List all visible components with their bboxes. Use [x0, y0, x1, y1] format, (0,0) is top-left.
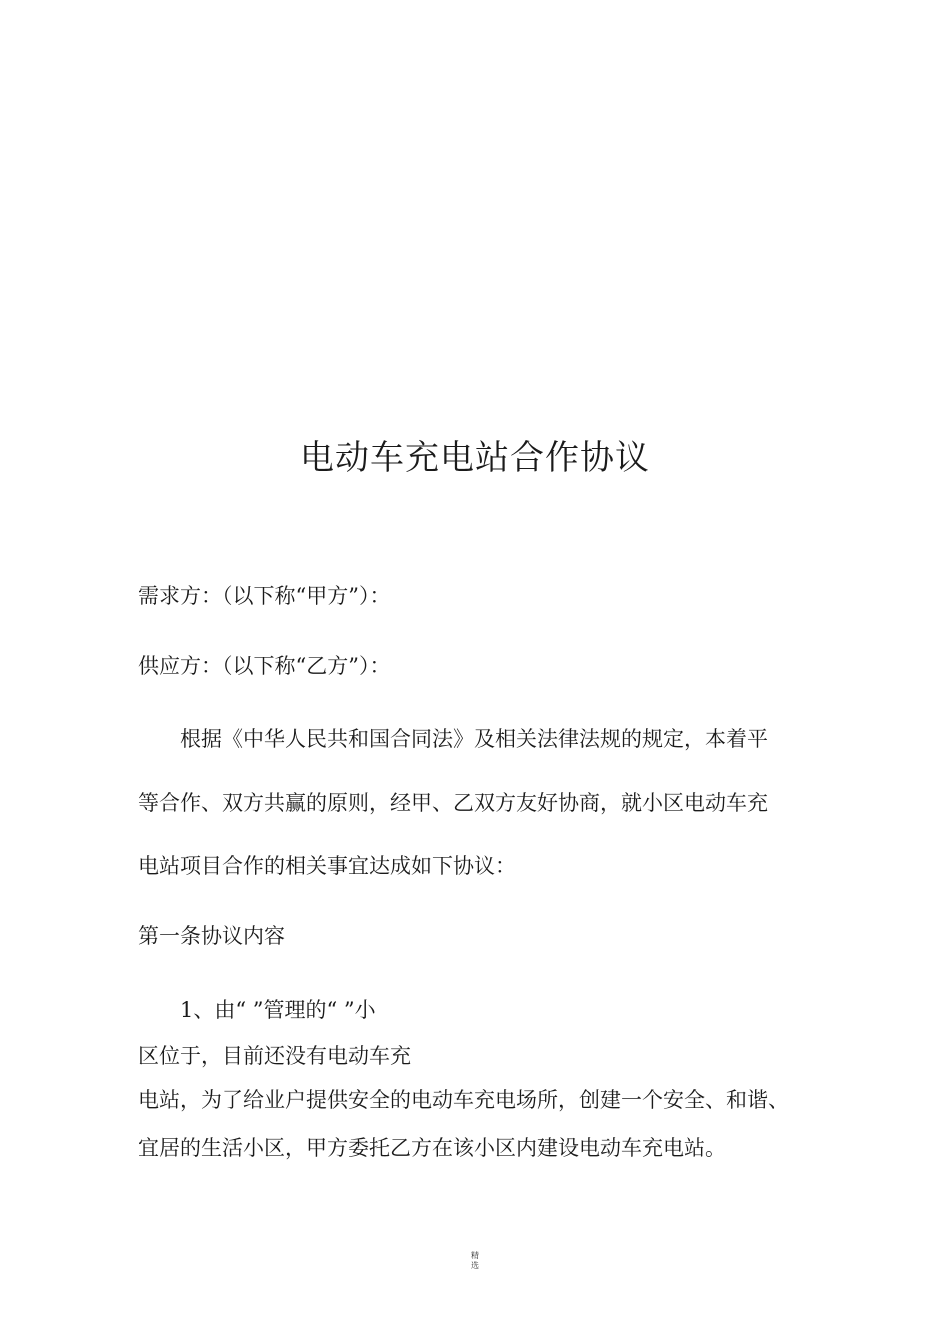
document-title: 电动车充电站合作协议 [300, 438, 650, 478]
footer-mark-2: 选 [471, 1261, 479, 1270]
preamble-line-2: 等合作、双方共赢的原则，经甲、乙双方友好协商，就小区电动车充 [138, 791, 768, 815]
party-a-line: 需求方：（以下称“甲方”）： [138, 584, 391, 608]
article1-heading: 第一条协议内容 [138, 924, 285, 948]
footer-mark-1: 精 [471, 1251, 479, 1260]
preamble-line-1: 根据《中华人民共和国合同法》及相关法律法规的规定，本着平 [180, 727, 768, 751]
item1-line-1: 1、由“ ”管理的“ ”小 [180, 998, 376, 1022]
item1-line-3: 电站，为了给业户提供安全的电动车充电场所，创建一个安全、和谐、 [138, 1088, 789, 1112]
party-b-line: 供应方：（以下称“乙方”）： [138, 654, 391, 678]
item1-line-2: 区位于，目前还没有电动车充 [138, 1044, 411, 1068]
item1-line-4: 宜居的生活小区，甲方委托乙方在该小区内建设电动车充电站。 [138, 1136, 726, 1160]
preamble-line-3: 电站项目合作的相关事宜达成如下协议： [138, 854, 516, 878]
